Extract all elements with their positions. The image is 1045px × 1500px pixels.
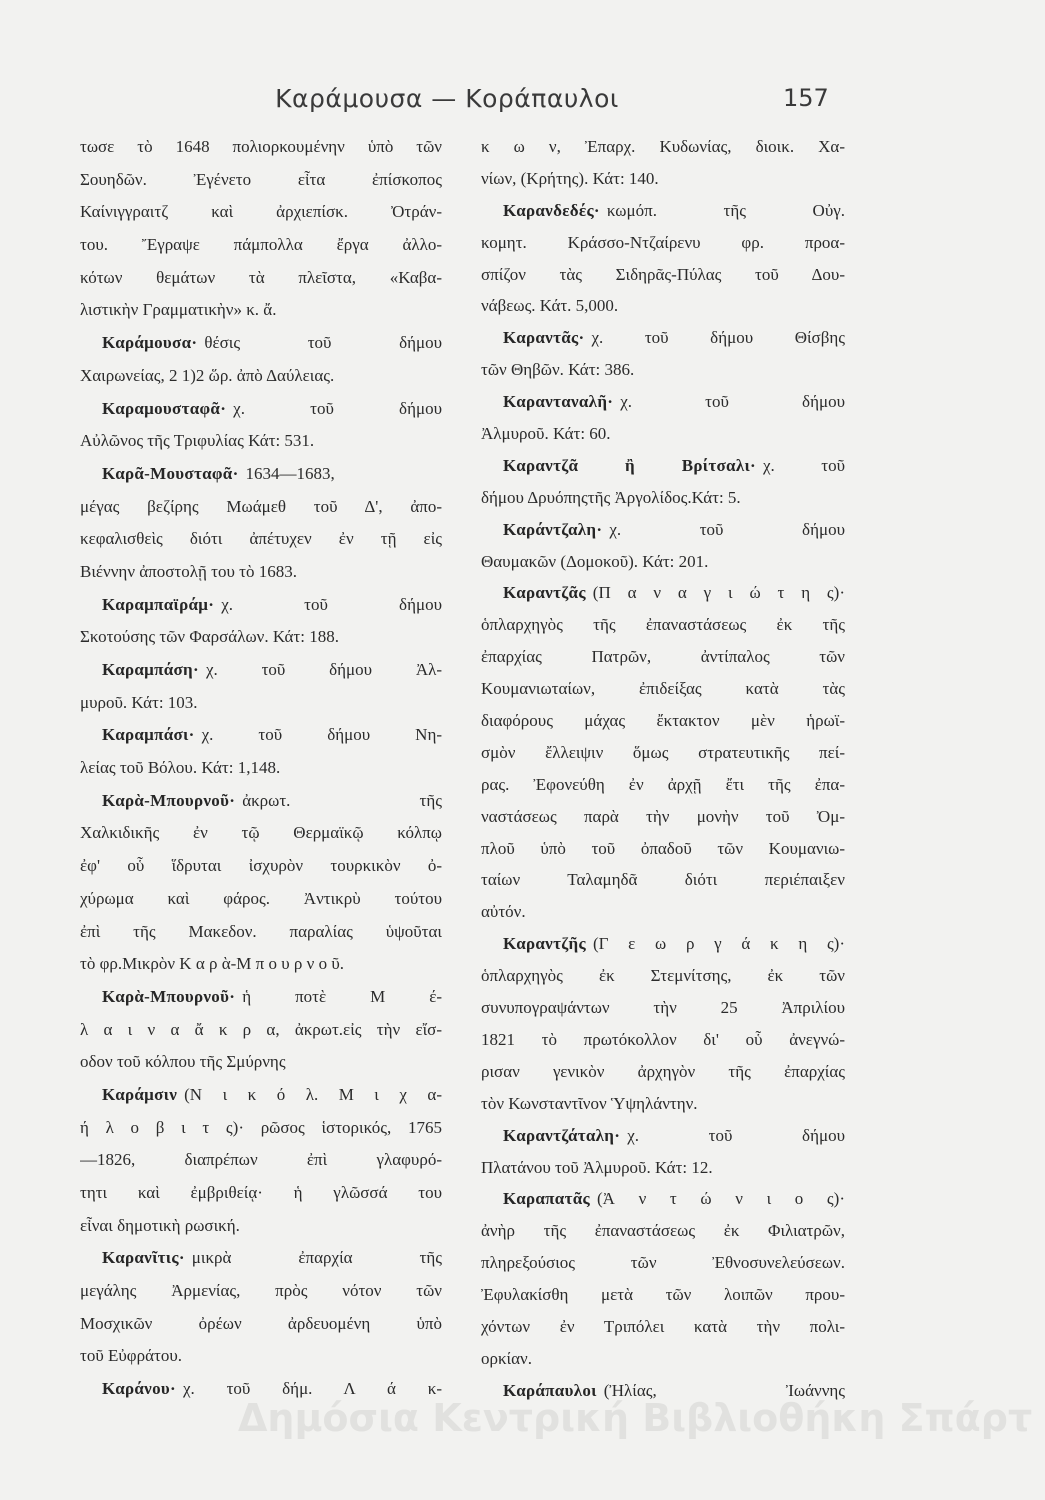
text-line — [80, 1046, 442, 1079]
text-line — [481, 259, 845, 291]
entry-headword: Καρὰ-Μπουρνοῦ· — [102, 986, 236, 1006]
entry-headword: Καράντζαλη· — [503, 519, 603, 539]
text-line — [481, 960, 845, 992]
line-text: Βιέννην ἀποστολῇ του τὸ 1683. — [80, 561, 297, 581]
left-text-column — [80, 131, 442, 1406]
line-text: κωμόπ. τῆς Οὐγ. — [606, 200, 845, 220]
entry-first-line — [481, 195, 845, 227]
line-text: Κουμανιωταίων, ἐπιδείξας κατὰ τὰς — [481, 679, 845, 699]
text-line — [80, 687, 442, 720]
entry-headword: Καραντᾶς· — [503, 328, 585, 348]
line-text: ἀνὴρ τῆς ἐπαναστάσεως ἐκ Φιλιατρῶν, — [481, 1221, 845, 1241]
line-text: (Ν ι κ ό λ. Μ ι χ α- — [184, 1084, 442, 1104]
entry-headword: Καραμπάσι· — [102, 725, 195, 745]
line-text: συνυπογραψάντων τὴν 25 Ἀπριλίου — [481, 998, 845, 1018]
text-line — [80, 817, 442, 850]
entry-headword: Καρᾶ-Μουσταφᾶ· — [102, 463, 239, 483]
line-text: χ. τοῦ — [763, 455, 845, 475]
text-line — [80, 916, 442, 949]
line-text: χ. τοῦ δήμου Θίσβης — [591, 328, 845, 348]
line-text: χ. τοῦ δήμου — [620, 392, 845, 412]
text-line — [80, 1340, 442, 1373]
text-line — [80, 1210, 442, 1243]
text-line — [80, 1275, 442, 1308]
entry-headword: Καράμσιν — [102, 1084, 178, 1104]
entry-headword: Καραπατᾶς — [503, 1189, 590, 1209]
entry-first-line — [80, 458, 442, 491]
line-text: σμὸν ἔλλειψιν ὅμως στρατευτικῆς πεί- — [481, 742, 845, 762]
line-text: Μοσχικῶν ὀρέων ἀρδευομένη ὑπὸ — [80, 1313, 442, 1333]
entry-first-line — [80, 589, 442, 622]
line-text: χ. τοῦ δήμου — [221, 594, 442, 614]
line-text: ρας. Ἐφονεύθη ἐν ἀρχῇ ἔτι τῆς ἐπα- — [481, 774, 845, 794]
text-line — [481, 1311, 845, 1343]
text-line — [481, 546, 845, 578]
line-text: χ. τοῦ δήμου Ἀλ- — [205, 660, 442, 679]
line-text: Πλατάνου τοῦ Ἀλμυροῦ. Κάτ: 12. — [481, 1157, 713, 1177]
entry-headword: Καράμουσα· — [102, 333, 198, 353]
line-text: Χαιρωνείας, 2 1)2 ὥρ. ἀπὸ Δαύλειας. — [80, 365, 335, 385]
entry-first-line — [481, 514, 845, 546]
line-text: δήμου Δρυόπηςτῆς Ἀργολίδος.Κάτ: 5. — [481, 487, 741, 507]
line-text: ὁπλαρχηγὸς τῆς ἐπαναστάσεως ἐκ τῆς — [481, 615, 845, 635]
line-text: Αὐλῶνος τῆς Τριφυλίας Κάτ: 531. — [80, 431, 315, 451]
line-text: χ. τοῦ δήμου — [627, 1125, 845, 1145]
running-header: Καράμουσα — Κοράπαυλοι — [275, 84, 619, 113]
line-text: ἐφ' οὗ ἵδρυται ἰσχυρὸν τουρκικὸν ὀ- — [80, 856, 442, 876]
text-line — [481, 1056, 845, 1088]
line-text: τὸ φρ.Μικρὸν Κ α ρ ὰ-Μ π ο υ ρ ν ο ῦ. — [80, 954, 344, 974]
line-text: τοῦ Εὐφράτου. — [80, 1346, 182, 1366]
line-text: λ α ι ν α ἄ κ ρ α, ἀκρωτ.εἰς τὴν εἴσ- — [80, 1019, 442, 1039]
line-text: μικρὰ ἐπαρχία τῆς — [191, 1248, 442, 1268]
line-text: ἡ ποτὲ Μ έ- — [242, 986, 442, 1006]
text-line — [80, 1308, 442, 1341]
text-line — [80, 262, 442, 295]
line-text: 1634—1683, — [245, 463, 335, 483]
entry-headword: Καραντζῆς — [503, 934, 586, 954]
entry-first-line — [80, 785, 442, 818]
text-line — [481, 1152, 845, 1184]
text-line — [80, 948, 442, 981]
text-line — [80, 556, 442, 589]
line-text: τητι καὶ ἐμβριθείᾳ· ἡ γλῶσσά του — [80, 1183, 442, 1202]
line-text: (Π α ν α γ ι ώ τ η ς)· — [592, 583, 845, 603]
line-text: ἀκρωτ. τῆς — [242, 790, 442, 810]
line-text: ἐπαρχίας Πατρῶν, ἀντίπαλος τῶν — [481, 647, 845, 667]
line-text: χ. τοῦ δήμου Νη- — [201, 725, 442, 745]
line-text: τωσε τὸ 1648 πολιορκουμένην ὑπὸ τῶν — [80, 137, 442, 156]
text-line — [481, 1088, 845, 1120]
line-text: Σουηδῶν. Ἐγένετο εἶτα ἐπίσκοπος — [80, 169, 442, 189]
line-text: Ἀλμυροῦ. Κάτ: 60. — [481, 424, 611, 444]
text-line — [80, 1014, 442, 1047]
entry-first-line — [80, 654, 442, 687]
library-watermark: Δημόσια Κεντρική Βιβλιοθήκη Σπάρτ — [238, 1396, 1033, 1440]
line-text: χόντων ἐν Τριπόλει κατὰ τὴν πολι- — [481, 1316, 845, 1336]
line-text: χ. τοῦ δήμου — [233, 398, 442, 418]
line-text: Ἐφυλακίσθη μετὰ τῶν λοιπῶν πρου- — [481, 1285, 845, 1305]
right-text-column — [481, 131, 845, 1407]
entry-first-line — [481, 1120, 845, 1152]
line-text: λείας τοῦ Βόλου. Κάτ: 1,148. — [80, 758, 281, 778]
text-line — [481, 418, 845, 450]
line-text: ὁπλαρχηγὸς ἐκ Στεμνίτσης, ἐκ τῶν — [481, 966, 845, 986]
line-text: κεφαλισθεὶς διότι ἀπέτυχεν ἐν τῇ εἰς — [80, 529, 442, 549]
text-line — [481, 801, 845, 833]
line-text: πληρεξούσιος τῶν Ἐθνοσυνελεύσεων. — [481, 1253, 845, 1273]
entry-headword: Καραντζάταλη· — [503, 1125, 621, 1145]
entry-headword: Καρανῖτις· — [102, 1248, 185, 1268]
line-text: του. Ἔγραψε πάμπολλα ἔργα ἀλλο- — [80, 235, 442, 255]
line-text: οδον τοῦ κόλπου τῆς Σμύρνης — [80, 1052, 286, 1072]
text-line — [481, 131, 845, 163]
entry-headword: Καράπαυλοι — [503, 1380, 597, 1400]
entry-first-line — [80, 1242, 442, 1275]
text-line — [481, 896, 845, 928]
line-text: ἐπὶ τῆς Μακεδον. παραλίας ὑψοῦται — [80, 921, 442, 941]
line-text: τῶν Θηβῶν. Κάτ: 386. — [481, 360, 635, 380]
text-line — [481, 482, 845, 514]
line-text: πλοῦ ὑπὸ τοῦ ὀπαδοῦ τῶν Κουμανιω- — [481, 838, 845, 858]
line-text: λιστικὴν Γραμματικὴν» κ. ἄ. — [80, 300, 277, 320]
text-line — [80, 850, 442, 883]
text-line — [481, 864, 845, 896]
line-text: Καίνιγγραιτζ καὶ ἀρχιεπίσκ. Ὀτράν- — [80, 202, 442, 222]
text-line — [481, 1215, 845, 1247]
entry-first-line — [481, 577, 845, 609]
entry-headword: Καραντζᾶς — [503, 583, 586, 603]
text-line — [80, 1112, 442, 1145]
text-line — [80, 1144, 442, 1177]
entry-first-line — [80, 981, 442, 1014]
line-text: εἶναι δημοτικὴ ρωσική. — [80, 1215, 240, 1235]
line-text: Θαυμακῶν (Δομοκοῦ). Κάτ: 201. — [481, 551, 709, 571]
text-line — [80, 360, 442, 393]
entry-first-line — [481, 322, 845, 354]
entry-first-line — [481, 928, 845, 960]
entry-first-line — [80, 719, 442, 752]
line-text: χ. τοῦ δήμου — [609, 519, 845, 539]
text-line — [80, 164, 442, 197]
line-text: θέσις τοῦ δήμου — [204, 333, 442, 353]
text-line — [481, 705, 845, 737]
line-text: ναστάσεως παρὰ τὴν μονὴν τοῦ Ὀμ- — [481, 806, 845, 826]
text-line — [80, 621, 442, 654]
line-text: μυροῦ. Κάτ: 103. — [80, 692, 198, 712]
line-text: μέγας βεζίρης Μωάμεθ τοῦ Δ', ἀπο- — [80, 496, 442, 516]
entry-headword: Καραμπαϊράμ· — [102, 594, 215, 614]
text-line — [481, 227, 845, 259]
text-line — [481, 992, 845, 1024]
text-line — [481, 1247, 845, 1279]
line-text: χύρωμα καὶ φάρος. Ἀντικρὺ τούτου — [80, 888, 442, 908]
entry-headword: Καρανταναλῆ· — [503, 392, 614, 412]
line-text: ταίων Ταλαμηδᾶ διότι περιέπαιξεν — [481, 870, 845, 890]
line-text: ρισαν γενικὸν ἀρχηγὸν τῆς ἐπαρχίας — [481, 1061, 845, 1081]
entry-headword: Καρὰ-Μπουρνοῦ· — [102, 790, 236, 810]
text-line — [481, 354, 845, 386]
line-text: (Ἀ ν τ ώ ν ι ο ς)· — [596, 1189, 845, 1209]
entry-first-line — [80, 393, 442, 426]
text-line — [481, 163, 845, 195]
text-line — [80, 196, 442, 229]
text-line — [80, 131, 442, 164]
line-text: μεγάλης Ἀρμενίας, πρὸς νότον τῶν — [80, 1281, 442, 1301]
entry-headword: Καραμουσταφᾶ· — [102, 398, 227, 418]
line-text: ή λ ο β ι τ ς)· ρῶσος ἱστορικός, 1765 — [80, 1117, 442, 1137]
entry-first-line — [80, 327, 442, 360]
line-text: (Ἠλίας, Ἰωάννης — [603, 1380, 845, 1400]
text-line — [481, 290, 845, 322]
entry-first-line — [80, 1079, 442, 1112]
line-text: ορκίαν. — [481, 1348, 532, 1368]
line-text: σπίζον τὰς Σιδηρᾶς-Πύλας τοῦ Δου- — [481, 264, 845, 284]
entry-first-line — [481, 450, 845, 482]
text-line — [80, 491, 442, 524]
line-text: διαφόρους μάχας ἔκτακτον μὲν ἡρωϊ- — [481, 711, 845, 731]
text-line — [481, 737, 845, 769]
entry-headword: Καραμπάση· — [102, 660, 199, 679]
text-line — [481, 1343, 845, 1375]
line-text: νίων, (Κρήτης). Κάτ: 140. — [481, 168, 659, 188]
line-text: Χαλκιδικῆς ἐν τῷ Θερμαϊκῷ κόλπῳ — [80, 823, 442, 843]
line-text: Σκοτούσης τῶν Φαρσάλων. Κάτ: 188. — [80, 627, 339, 647]
line-text: τὸν Κωνσταντῖνον Ὑψηλάντην. — [481, 1093, 698, 1113]
text-line — [80, 752, 442, 785]
text-line — [80, 294, 442, 327]
line-text: χ. τοῦ δήμ. Λ ά κ- — [182, 1379, 442, 1399]
line-text: αὐτόν. — [481, 902, 526, 922]
text-line — [80, 229, 442, 262]
line-text: (Γ ε ω ρ γ ά κ η ς)· — [592, 934, 845, 954]
text-line — [80, 425, 442, 458]
text-line — [481, 769, 845, 801]
line-text: κ ω ν, Ἐπαρχ. Κυδωνίας, διοικ. Χα- — [481, 137, 845, 156]
text-line — [481, 641, 845, 673]
text-line — [481, 609, 845, 641]
line-text: —1826, διαπρέπων ἐπὶ γλαφυρό- — [80, 1150, 442, 1170]
text-line — [80, 1177, 442, 1210]
text-line — [481, 1024, 845, 1056]
entry-headword: Καραντζᾶ ἢ Βρίτσαλι· — [503, 455, 757, 475]
page-number: 157 — [783, 84, 829, 112]
entry-first-line — [481, 1183, 845, 1215]
line-text: κότων θεμάτων τὰ πλεῖστα, «Καβα- — [80, 267, 442, 287]
text-line — [481, 833, 845, 865]
text-line — [481, 673, 845, 705]
line-text: 1821 τὸ πρωτόκολλον δι' οὗ ἀνεγνώ- — [481, 1029, 845, 1049]
entry-first-line — [481, 386, 845, 418]
line-text: κομητ. Κράσσο-Ντζαίρενυ φρ. προα- — [481, 232, 845, 252]
entry-headword: Καράνου· — [102, 1379, 176, 1399]
text-line — [481, 1279, 845, 1311]
line-text: νάβεως. Κάτ. 5,000. — [481, 296, 619, 316]
text-line — [80, 523, 442, 556]
text-line — [80, 883, 442, 916]
entry-headword: Καρανδεδές· — [503, 200, 600, 220]
